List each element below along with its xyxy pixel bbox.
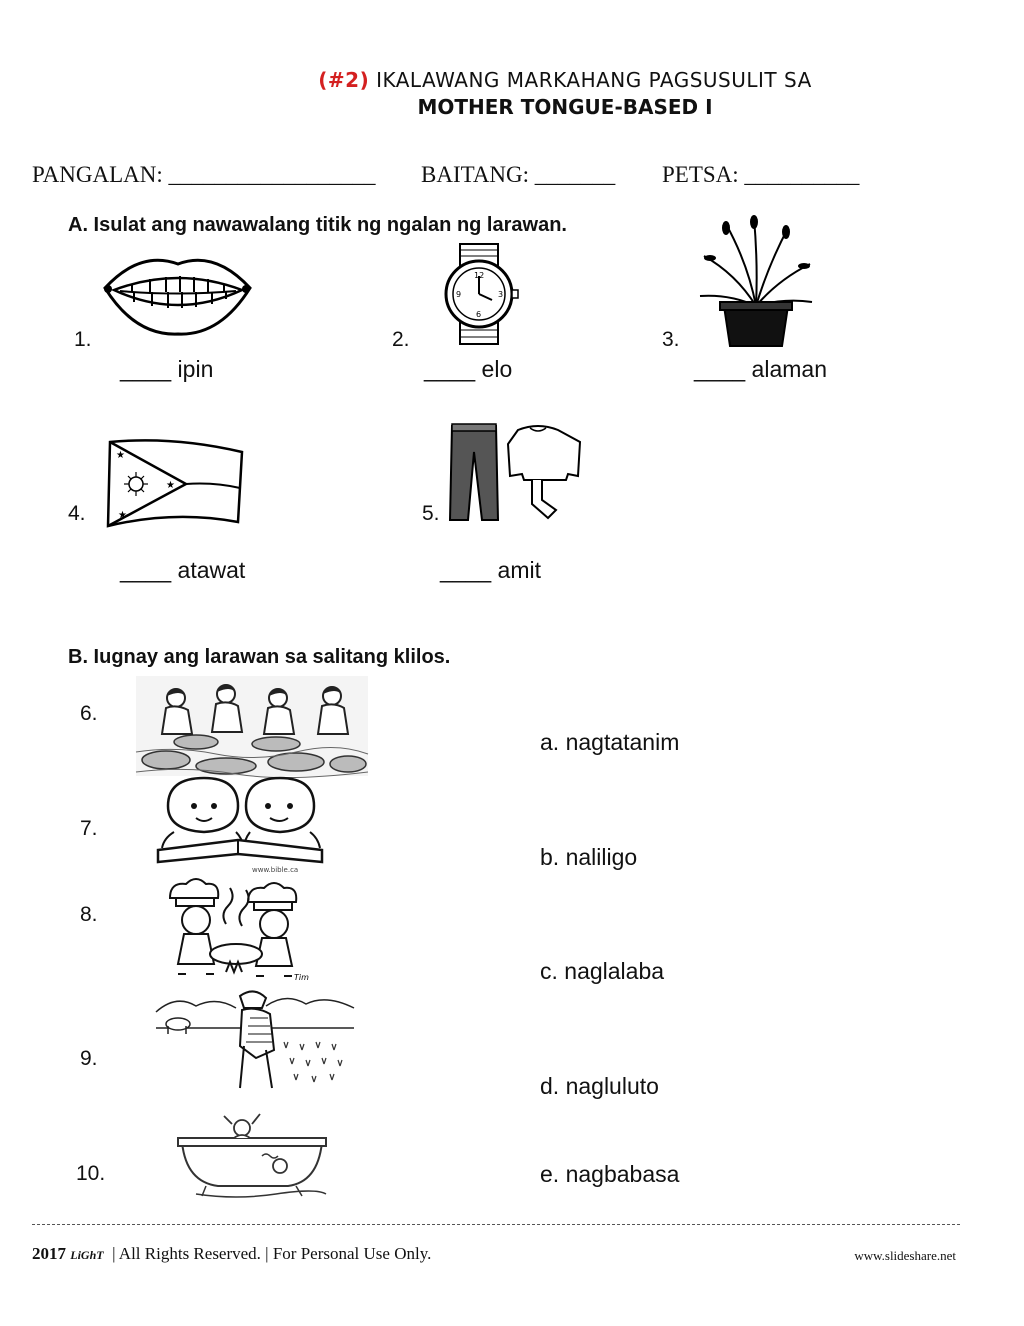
exam-subject: MOTHER TONGUE-BASED I	[417, 95, 713, 119]
item-5-answer[interactable]: ____ amit	[440, 557, 542, 583]
flag-icon	[104, 438, 246, 530]
choice-c: c. naglalaba	[540, 958, 665, 984]
children-reading-icon	[154, 774, 326, 874]
exam-title-line1: IKALAWANG MARKAHANG PAGSUSULIT SA	[376, 68, 812, 92]
item-9-number: 9.	[80, 1047, 98, 1070]
woman-planting-icon	[156, 988, 354, 1090]
footer-divider	[32, 1224, 960, 1225]
svg-text:★: ★	[118, 510, 127, 521]
grade-field[interactable]: BAITANG: _______	[421, 162, 616, 187]
name-field[interactable]: PANGALAN: __________________	[32, 162, 376, 187]
svg-text:www.bible.ca: www.bible.ca	[252, 866, 299, 874]
svg-text:Tim: Tim	[294, 973, 309, 982]
item-3-answer[interactable]: ____ alaman	[694, 356, 827, 382]
svg-text:12: 12	[474, 271, 485, 280]
exam-title	[0, 68, 1024, 92]
footer-rights: | All Rights Reserved. | For Personal Use Only.	[112, 1244, 432, 1263]
plant-icon	[696, 214, 816, 348]
choice-b: b. naliligo	[540, 844, 638, 870]
clothes-icon	[446, 420, 586, 526]
svg-text:★: ★	[116, 450, 125, 461]
svg-text:6: 6	[476, 310, 482, 319]
footer-brand: LiGhT	[70, 1248, 104, 1262]
footer-copyright	[32, 1244, 431, 1264]
svg-text:3: 3	[498, 290, 504, 299]
item-10-number: 10.	[76, 1162, 106, 1185]
chefs-cooking-icon	[156, 876, 316, 982]
item-8-number: 8.	[80, 903, 98, 926]
exam-number: (#2)	[318, 68, 370, 92]
choice-e: e. nagbabasa	[540, 1161, 680, 1187]
item-2-number: 2.	[392, 328, 410, 351]
footer-year: 2017	[32, 1244, 66, 1263]
section-b-instruction: B. Iugnay ang larawan sa salitang klilos.	[68, 646, 451, 668]
teeth-icon	[100, 248, 255, 340]
item-4-number: 4.	[68, 502, 86, 525]
washing-clothes-icon	[136, 676, 368, 776]
choice-d: d. nagluluto	[540, 1073, 659, 1099]
item-5-number: 5.	[422, 502, 440, 525]
item-4-answer[interactable]: ____ atawat	[120, 557, 246, 583]
svg-text:9: 9	[456, 290, 462, 299]
item-2-answer[interactable]: ____ elo	[424, 356, 513, 382]
svg-text:★: ★	[166, 480, 175, 491]
item-6-number: 6.	[80, 702, 98, 725]
date-field[interactable]: PETSA: __________	[662, 162, 860, 187]
watch-icon	[440, 244, 520, 344]
section-a-instruction: A. Isulat ang nawawalang titik ng ngalan ng larawan.	[68, 214, 567, 236]
choice-a: a. nagtatanim	[540, 729, 680, 755]
child-bathing-icon	[176, 1108, 328, 1200]
item-1-number: 1.	[74, 328, 92, 351]
item-7-number: 7.	[80, 817, 98, 840]
item-3-number: 3.	[662, 328, 680, 351]
footer-source[interactable]: www.slideshare.net	[854, 1248, 956, 1263]
item-1-answer[interactable]: ____ ipin	[120, 356, 214, 382]
